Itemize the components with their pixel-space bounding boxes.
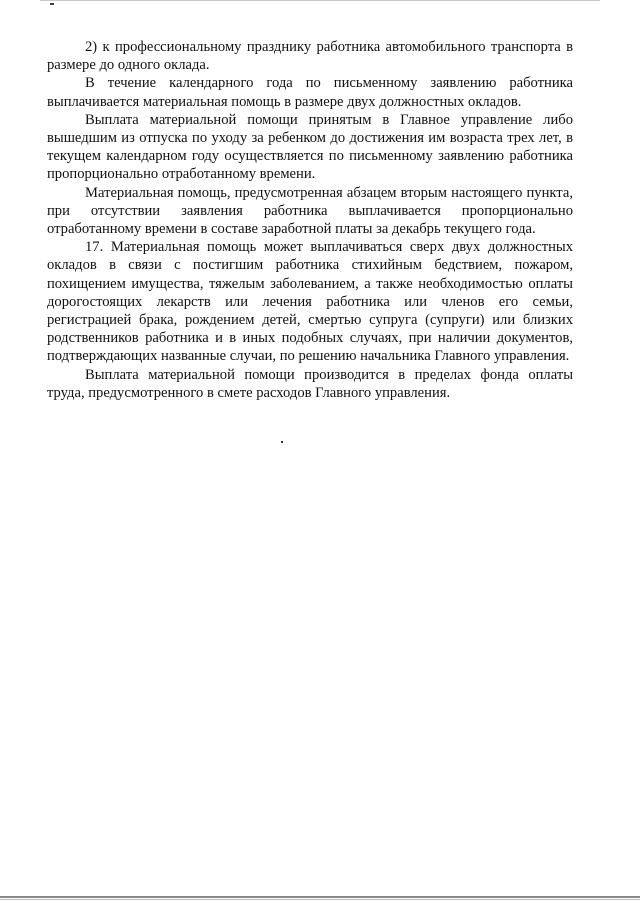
paragraph-clause-2: 2) к профессиональному празднику работника автомобильного транспорта в размере до одного оклада.	[47, 39, 573, 74]
paragraph-payment-fund: Выплата материальной помощи производится в пределах фонда оплаты труда, предусмотренного в смете расходов Главного управления.	[47, 366, 573, 401]
paragraph-clause-17: 17. Материальная помощь может выплачиваться сверх двух должностных окладов в связи с постигшим работника стихийным бедствием, пожаром, похищением имущества, тяжелым заболеванием, а также необходимостью оплаты дорогостоящих лекарств или лечения работника или членов его семьи, регистрацией брака, рождением детей, смертью супруга (супруги) или близких родственников работника и в иных подобных случаях, при наличии документов, подтверждающих названные случаи, по решению начальника Главного управления.	[47, 239, 573, 365]
bottom-edge-line	[0, 896, 640, 898]
paragraph-new-employees: Выплата материальной помощи принятым в Главное управление либо вышедшим из отпуска по уходу за ребенком до достижения им возраста трех лет, в текущем календарном году осуществляется по письменному заявлению работника пропорционально отработанному времени.	[47, 111, 573, 183]
paragraph-december-payment: Материальная помощь, предусмотренная абзацем вторым настоящего пункта, при отсутствии заявления работника выплачивается пропорционально отработанному времени в составе заработной платы за декабрь текущего года.	[47, 184, 573, 238]
scan-speck	[50, 3, 54, 5]
bottom-edge-line	[0, 899, 640, 900]
document-body	[47, 38, 573, 402]
paragraph-annual-aid: В течение календарного года по письменному заявлению работника выплачивается материальная помощь в размере двух должностных окладов.	[47, 75, 573, 110]
scan-speck	[281, 441, 283, 443]
top-edge-rule	[40, 0, 600, 1]
